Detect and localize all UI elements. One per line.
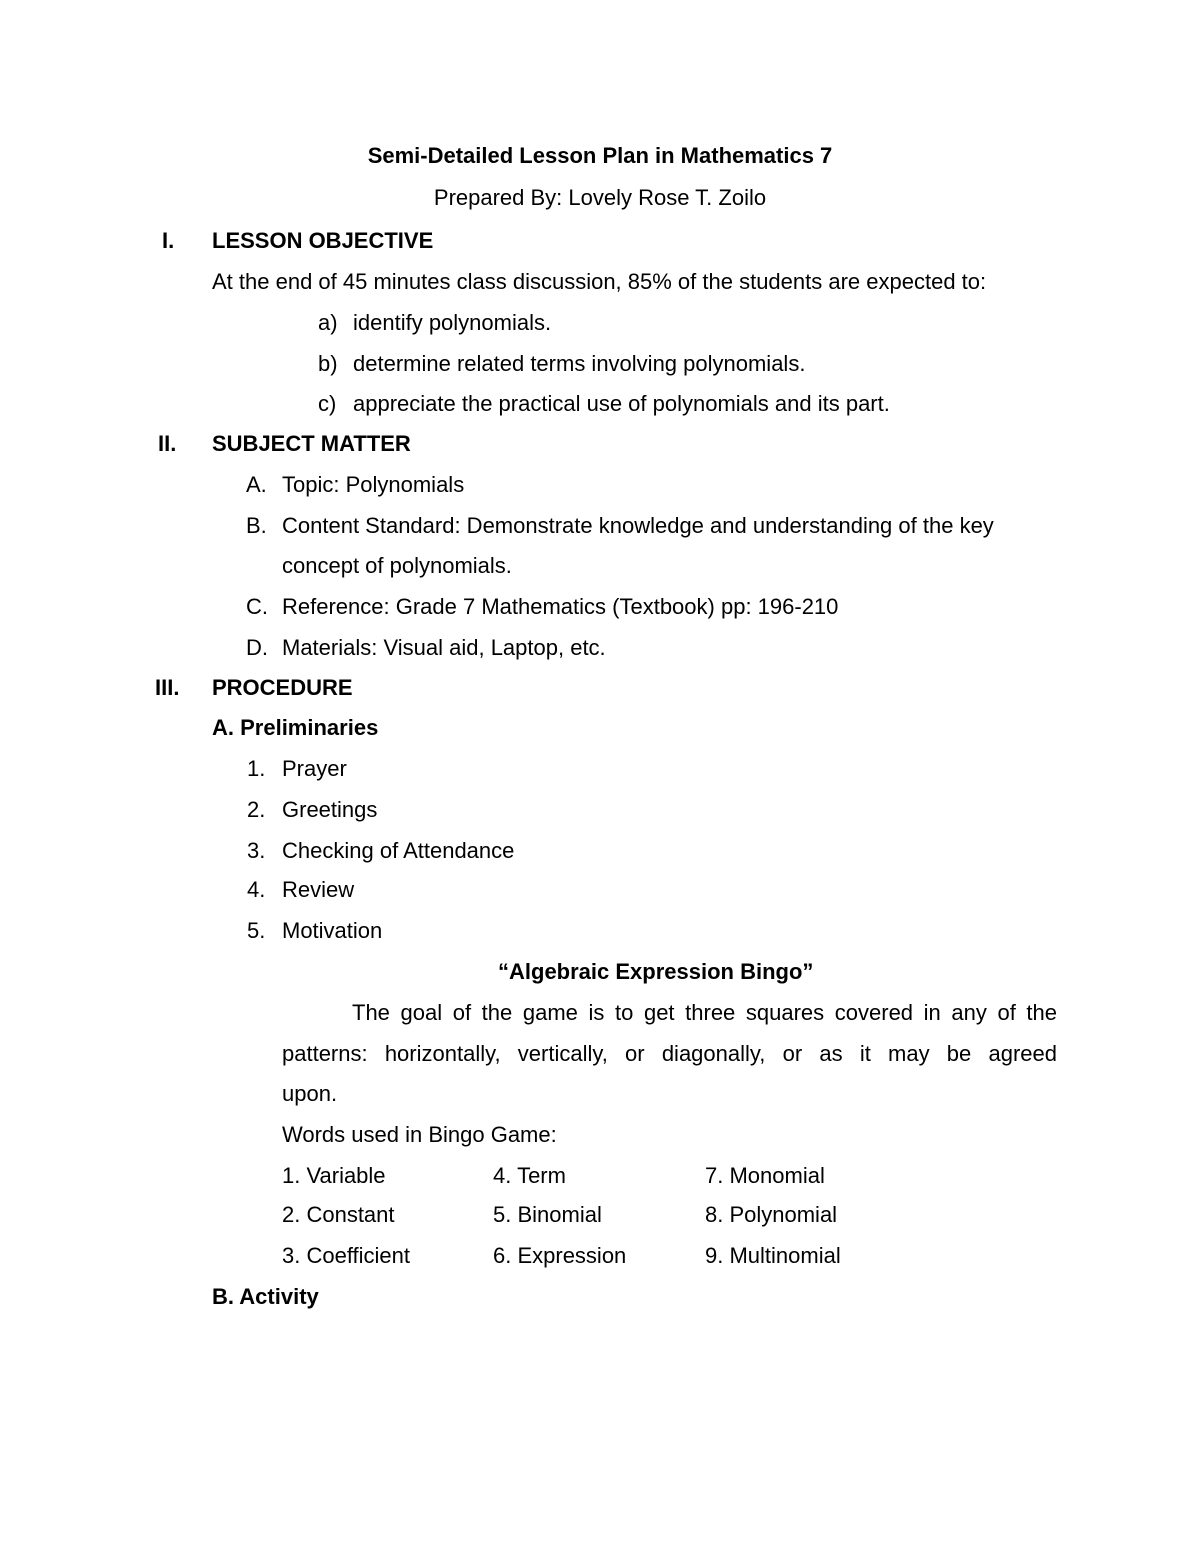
subject-marker: A. <box>246 472 267 497</box>
subsection-b-heading: B. Activity <box>212 1284 319 1309</box>
subject-marker: C. <box>246 594 268 619</box>
step-marker: 3. <box>247 838 266 863</box>
prepared-by: Prepared By: Lovely Rose T. Zoilo <box>433 185 767 210</box>
objective-marker: b) <box>318 351 338 376</box>
section-1-numeral: I. <box>162 228 175 253</box>
subject-item-continuation: concept of polynomials. <box>282 553 512 578</box>
bingo-word: 9. Multinomial <box>705 1243 841 1268</box>
subject-item: Reference: Grade 7 Mathematics (Textbook) pp: 196-210 <box>282 594 839 619</box>
step-marker: 5. <box>247 918 266 943</box>
bingo-word: 7. Monomial <box>705 1163 825 1188</box>
document-title: Semi-Detailed Lesson Plan in Mathematics 7 <box>367 143 833 168</box>
subsection-a-heading: A. Preliminaries <box>212 715 379 740</box>
bingo-word: 8. Polynomial <box>705 1202 838 1227</box>
step-item: Motivation <box>282 918 383 943</box>
step-marker: 4. <box>247 877 266 902</box>
bingo-word: 5. Binomial <box>493 1202 602 1227</box>
objective-marker: c) <box>318 391 337 416</box>
section-2-numeral: II. <box>158 431 177 456</box>
bingo-words-label: Words used in Bingo Game: <box>282 1122 557 1147</box>
step-item: Checking of Attendance <box>282 838 515 863</box>
section-3-numeral: III. <box>155 675 180 700</box>
game-description-line: upon. <box>282 1081 338 1106</box>
section-3-heading: PROCEDURE <box>212 675 353 700</box>
step-item: Prayer <box>282 756 347 781</box>
objective-item: identify polynomials. <box>353 310 552 335</box>
game-description-line: patterns: horizontally, vertically, or diagonally, or as it may be agreed <box>282 1041 1057 1066</box>
bingo-word: 2. Constant <box>282 1202 395 1227</box>
game-title: “Algebraic Expression Bingo” <box>498 959 814 984</box>
objective-marker: a) <box>318 310 338 335</box>
step-item: Review <box>282 877 355 902</box>
subject-item: Topic: Polynomials <box>282 472 465 497</box>
subject-marker: B. <box>246 513 267 538</box>
bingo-word: 1. Variable <box>282 1163 386 1188</box>
objective-item: appreciate the practical use of polynomials and its part. <box>353 391 890 416</box>
objective-intro: At the end of 45 minutes class discussion, 85% of the students are expected to: <box>212 269 987 294</box>
game-description-line: The goal of the game is to get three squares covered in any of the <box>352 1000 1057 1025</box>
step-item: Greetings <box>282 797 378 822</box>
bingo-word: 4. Term <box>493 1163 566 1188</box>
subject-item: Content Standard: Demonstrate knowledge and understanding of the key <box>282 513 994 538</box>
step-marker: 2. <box>247 797 266 822</box>
section-2-heading: SUBJECT MATTER <box>212 431 411 456</box>
subject-item: Materials: Visual aid, Laptop, etc. <box>282 635 606 660</box>
objective-item: determine related terms involving polynomials. <box>353 351 806 376</box>
bingo-word: 6. Expression <box>493 1243 627 1268</box>
step-marker: 1. <box>247 756 266 781</box>
subject-marker: D. <box>246 635 268 660</box>
section-1-heading: LESSON OBJECTIVE <box>212 228 434 253</box>
bingo-word: 3. Coefficient <box>282 1243 411 1268</box>
